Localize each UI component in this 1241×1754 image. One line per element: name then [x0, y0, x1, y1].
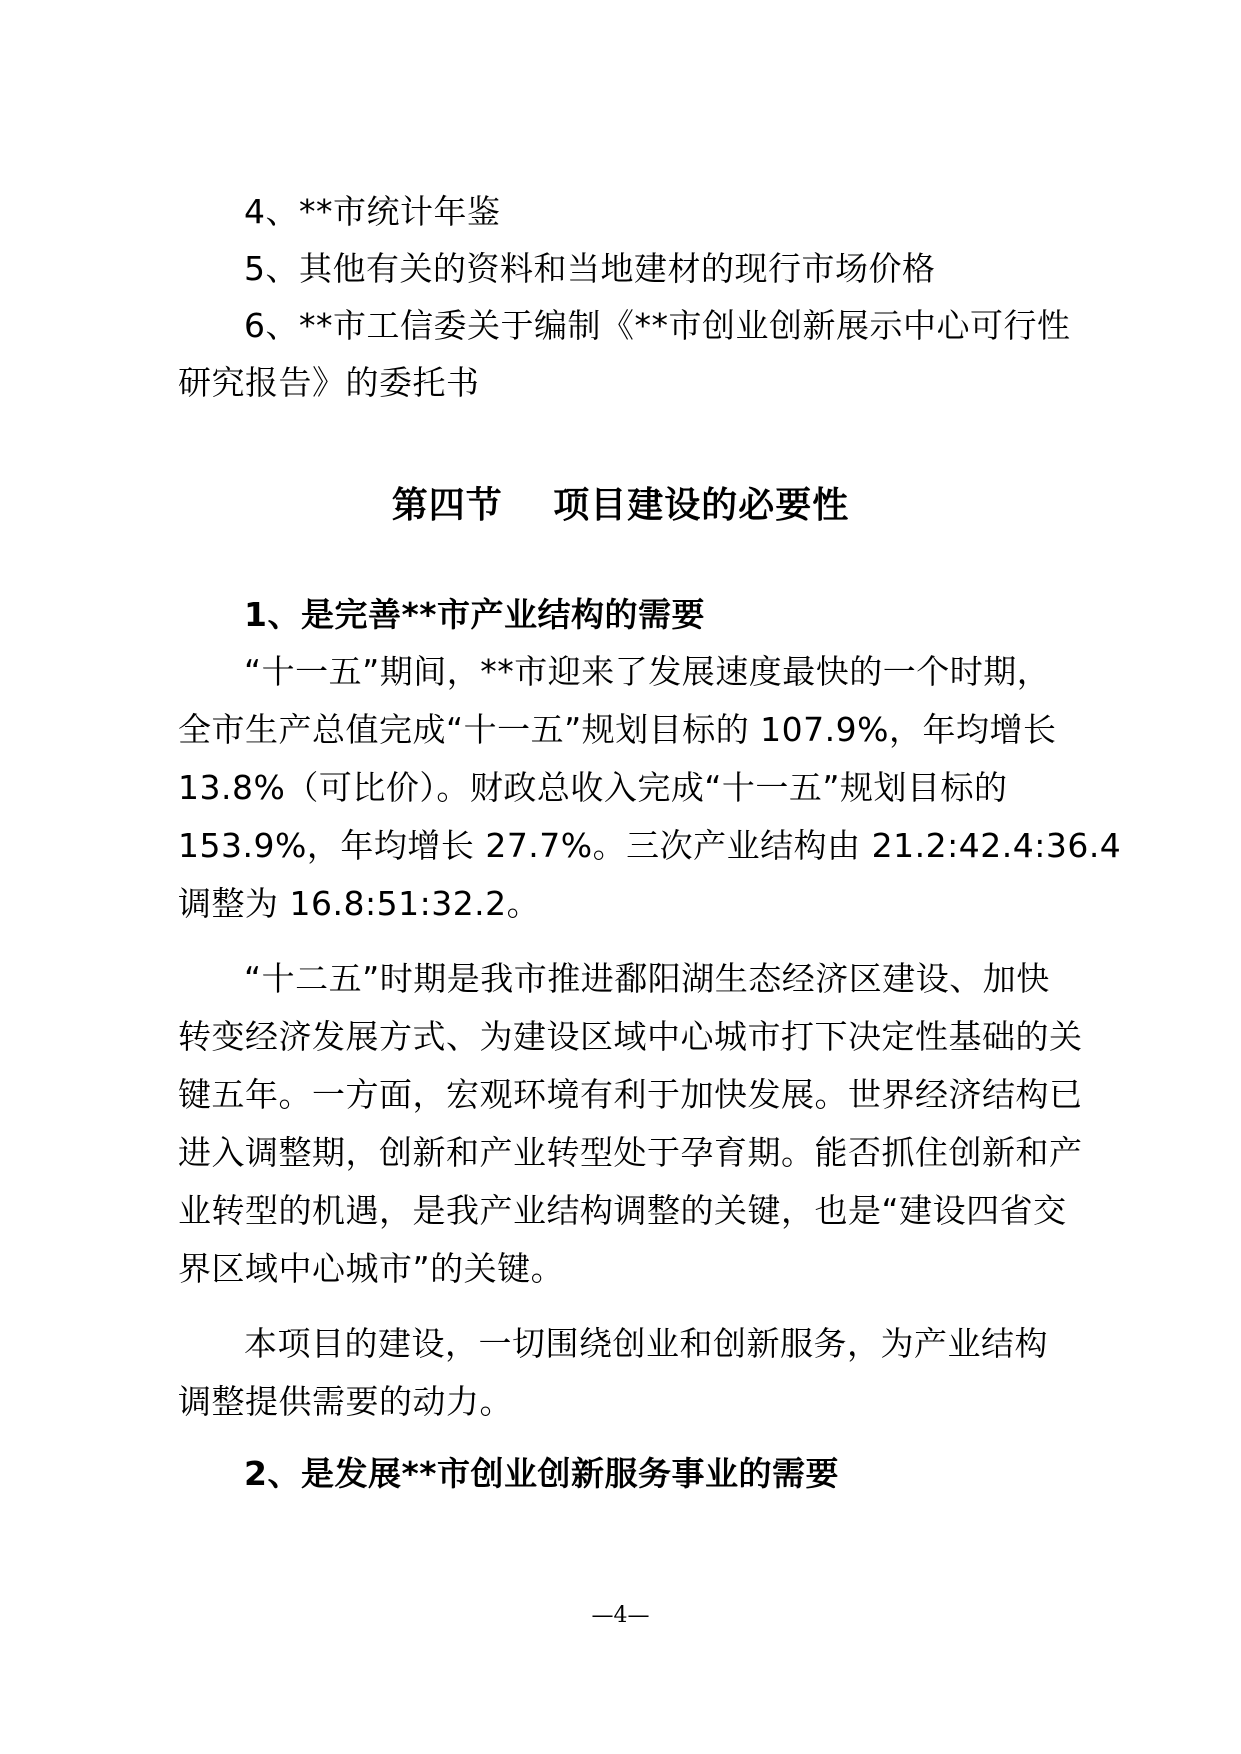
paragraph-line: 界区域中心城市”的关键。 [178, 1249, 565, 1288]
subheading-1: 1、是完善**市产业结构的需要 [244, 595, 705, 634]
paragraph-line: 调整提供需要的动力。 [178, 1382, 513, 1421]
paragraph-line: 调整为 16.8:51:32.2。 [178, 884, 541, 923]
reference-item-4: 4、**市统计年鉴 [244, 192, 501, 231]
paragraph-line: 全市生产总值完成“十一五”规划目标的 107.9%，年均增长 [178, 710, 1057, 749]
paragraph-line: 业转型的机遇，是我产业结构调整的关键，也是“建设四省交 [178, 1191, 1067, 1230]
paragraph-line: “十二五”时期是我市推进鄱阳湖生态经济区建设、加快 [244, 959, 1050, 998]
paragraph-line: 153.9%，年均增长 27.7%。三次产业结构由 21.2:42.4:36.4 [178, 826, 1122, 865]
paragraph-line: “十一五”期间，**市迎来了发展速度最快的一个时期， [244, 652, 1051, 691]
paragraph-line: 键五年。一方面，宏观环境有利于加快发展。世界经济结构已 [178, 1075, 1083, 1114]
reference-item-5: 5、其他有关的资料和当地建材的现行市场价格 [244, 249, 936, 288]
reference-item-6: 6、**市工信委关于编制《**市创业创新展示中心可行性 [244, 306, 1071, 345]
subheading-2: 2、是发展**市创业创新服务事业的需要 [244, 1454, 839, 1493]
paragraph-line: 转变经济发展方式、为建设区域中心城市打下决定性基础的关 [178, 1017, 1083, 1056]
reference-item-6-continued: 研究报告》的委托书 [178, 363, 480, 402]
paragraph-line: 本项目的建设，一切围绕创业和创新服务，为产业结构 [244, 1324, 1048, 1363]
page-number: —4— [591, 1603, 650, 1628]
paragraph-line: 进入调整期，创新和产业转型处于孕育期。能否抓住创新和产 [178, 1133, 1083, 1172]
paragraph-line: 13.8%（可比价）。财政总收入完成“十一五”规划目标的 [178, 768, 1008, 807]
section-title: 第四节 项目建设的必要性 [391, 485, 850, 526]
